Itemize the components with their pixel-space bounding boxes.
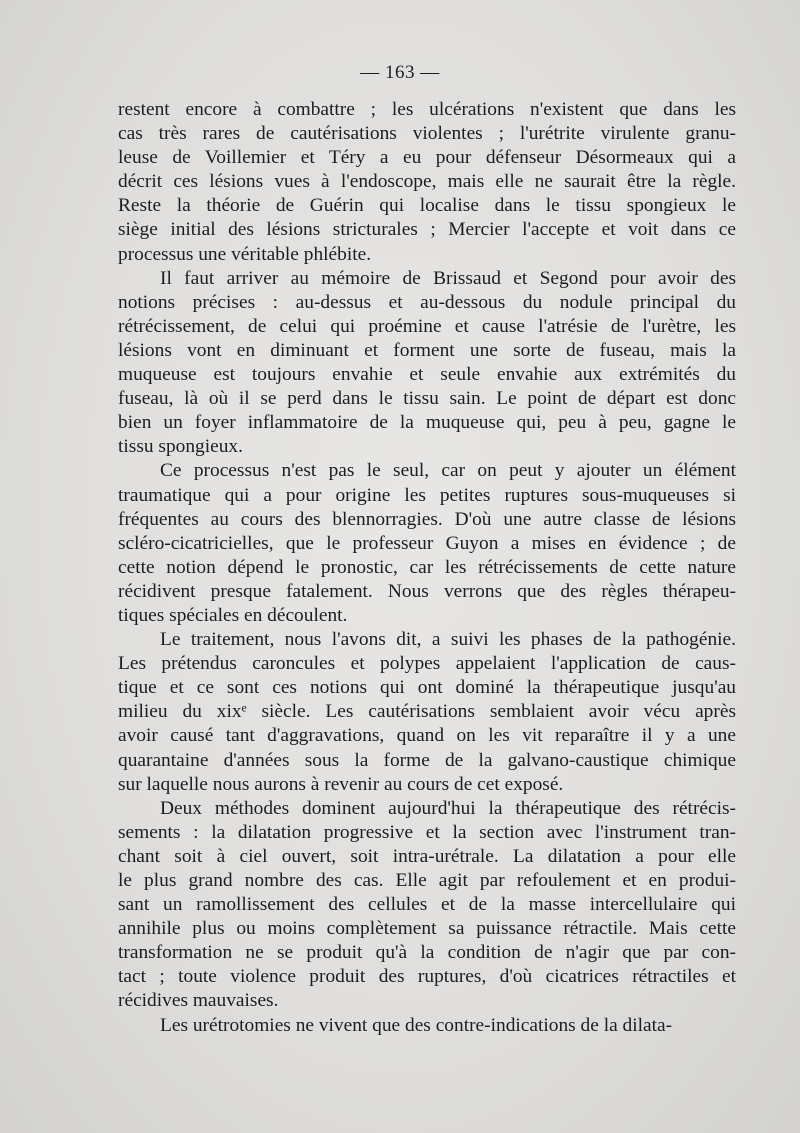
text-line: Reste la théorie de Guérin qui localise dans le tissu spongieux le (118, 195, 736, 217)
paragraph (118, 267, 736, 460)
text-line: cas très rares de cautérisations violentes ; l'urétrite virulente granu- (118, 123, 736, 145)
text-line: Les prétendus caroncules et polypes appelaient l'application de caus- (118, 653, 736, 675)
text-line: traumatique qui a pour origine les petites ruptures sous-muqueuses si (118, 484, 736, 506)
paragraph (118, 797, 736, 1014)
text-line: cette notion dépend le pronostic, car les rétrécissements de cette nature (118, 556, 736, 578)
text-line: tissu spongieux. (118, 436, 243, 458)
text-line: tique et ce sont ces notions qui ont dominé la thérapeutique jusqu'au (118, 677, 736, 699)
text-line: bien un foyer inflammatoire de la muqueuse qui, peu à peu, gagne le (118, 412, 736, 434)
text-line: siège initial des lésions stricturales ; Mercier l'accepte et voit dans ce (118, 219, 736, 241)
text-line: quarantaine d'années sous la forme de la galvano-caustique chimique (118, 749, 736, 771)
text-line: tiques spéciales en découlent. (118, 604, 348, 626)
text-line: décrit ces lésions vues à l'endoscope, mais elle ne saurait être la règle. (118, 171, 736, 193)
text-line: Il faut arriver au mémoire de Brissaud et Segond pour avoir des (160, 267, 736, 289)
text-line: sements : la dilatation progressive et la section avec l'instrument tran- (118, 821, 736, 843)
text-line: milieu du xixᵉ siècle. Les cautérisations semblaient avoir vécu après (118, 701, 736, 723)
text-line: scléro-cicatricielles, que le professeur Guyon a mises en évidence ; de (118, 532, 736, 554)
page-number: — 163 — (360, 62, 440, 83)
text-line: récidives mauvaises. (118, 990, 279, 1012)
text-line: leuse de Voillemier et Téry a eu pour défenseur Désormeaux qui a (118, 147, 736, 169)
text-line: fuseau, là où il se perd dans le tissu sain. Le point de départ est donc (118, 388, 736, 410)
text-line: rétrécissement, de celui qui proémine et cause l'atrésie de l'urètre, les (118, 315, 736, 337)
paragraph (118, 1014, 736, 1038)
text-line: chant soit à ciel ouvert, soit intra-urétrale. La dilatation a pour elle (118, 845, 736, 867)
text-line: sur laquelle nous aurons à revenir au cours de cet exposé. (118, 773, 564, 795)
text-line: annihile plus ou moins complètement sa puissance rétractile. Mais cette (118, 918, 736, 940)
text-line: Le traitement, nous l'avons dit, a suivi les phases de la pathogénie. (160, 629, 736, 651)
paragraph (118, 98, 736, 267)
text-line: sant un ramollissement des cellules et de la masse intercellulaire qui (118, 894, 736, 916)
text-line: Ce processus n'est pas le seul, car on peut y ajouter un élément (160, 460, 736, 482)
text-line: récidivent presque fatalement. Nous verrons que des règles thérapeu- (118, 580, 736, 602)
text-line: tact ; toute violence produit des ruptures, d'où cicatrices rétractiles et (118, 966, 736, 988)
paragraph (118, 459, 736, 628)
text-line: le plus grand nombre des cas. Elle agit par refoulement et en produi- (118, 870, 736, 891)
text-line: lésions vont en diminuant et forment une sorte de fuseau, mais la (118, 339, 736, 361)
text-line: notions précises : au-dessus et au-dessous du nodule principal du (118, 291, 736, 313)
text-line: transformation ne se produit qu'à la condition de n'agir que par con- (118, 942, 736, 964)
text-line: fréquentes au cours des blennorragies. D'où une autre classe de lésions (118, 508, 736, 530)
text-line: restent encore à combattre ; les ulcérations n'existent que dans les (118, 99, 736, 120)
text-line: Les urétrotomies ne vivent que des contre-indications de la dilata- (160, 1014, 673, 1036)
body-text (118, 98, 736, 1038)
text-line: avoir causé tant d'aggravations, quand on les vit reparaître il y a une (118, 725, 736, 747)
text-line: Deux méthodes dominent aujourd'hui la thérapeutique des rétrécis- (160, 797, 736, 819)
paragraph (118, 628, 736, 797)
text-line: muqueuse est toujours envahie et seule envahie aux extrémités du (118, 364, 736, 386)
text-line: processus une véritable phlébite. (118, 243, 372, 265)
